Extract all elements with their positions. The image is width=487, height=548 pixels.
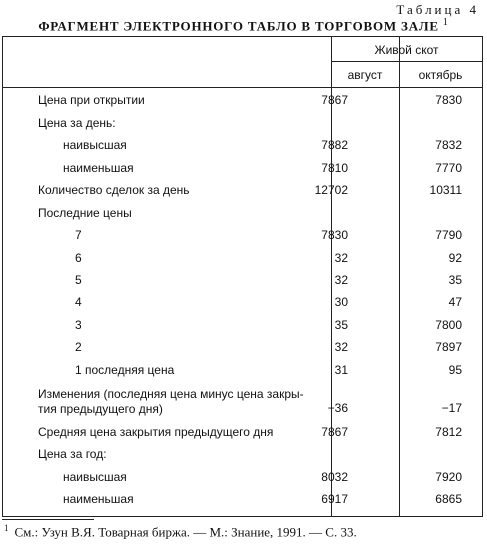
value-august: 7867: [321, 425, 348, 439]
value-october: 95: [448, 363, 462, 377]
row-label: Средняя цена закрытия предыдущего дня: [38, 425, 274, 439]
header-divider: [331, 61, 482, 62]
value-october: 7812: [435, 425, 462, 439]
column-header-august: август: [347, 68, 383, 82]
value-october: 7832: [435, 138, 462, 152]
value-october: 7920: [435, 470, 462, 484]
footnote: [4, 523, 357, 540]
row-label: 4: [75, 295, 82, 309]
value-august: 7810: [321, 161, 348, 175]
footnote-rule: [2, 519, 94, 520]
row-label: наивысшая: [63, 138, 127, 152]
value-october: 7770: [435, 161, 462, 175]
value-august: 7882: [321, 138, 348, 152]
value-october: 47: [448, 295, 462, 309]
value-october: 35: [448, 273, 462, 287]
row-label: 5: [75, 273, 82, 287]
column-divider: [399, 37, 400, 516]
title-footnote-mark: 1: [442, 17, 449, 28]
row-label: 6: [75, 251, 82, 265]
value-august: −36: [327, 401, 348, 415]
column-header-october: октябрь: [418, 68, 463, 82]
row-label: Цена при открытии: [38, 93, 145, 107]
row-label: Цена за день:: [38, 116, 116, 130]
value-october: 10311: [429, 183, 462, 197]
row-label: Изменения (последняя цена минус цена закры- тия предыдущего дня): [38, 387, 304, 416]
row-label: наименьшая: [63, 492, 134, 506]
value-august: 12702: [314, 183, 348, 197]
value-october: 7790: [435, 228, 462, 242]
footnote-mark: 1: [4, 523, 9, 533]
price-board-table: [2, 36, 483, 517]
value-october: 92: [448, 251, 462, 265]
table-title-text: ФРАГМЕНТ ЭЛЕКТРОННОГО ТАБЛО В ТОРГОВОМ ЗАЛЕ: [38, 18, 439, 34]
value-august: 32: [334, 273, 348, 287]
value-august: 7867: [321, 93, 348, 107]
value-october: 7897: [435, 340, 462, 354]
value-october: −17: [441, 401, 462, 415]
row-label: 2: [75, 340, 82, 354]
value-august: 8032: [321, 470, 348, 484]
value-august: 32: [334, 340, 348, 354]
row-label: 1 последняя цена: [75, 363, 175, 377]
row-label: наивысшая: [63, 470, 127, 484]
header-divider: [3, 87, 482, 88]
table-title: [0, 17, 487, 34]
column-divider: [331, 37, 332, 516]
row-label: 7: [75, 228, 82, 242]
value-august: 6917: [321, 492, 348, 506]
value-august: 30: [334, 295, 348, 309]
column-group-header: Живой скот: [374, 43, 439, 57]
value-august: 7830: [321, 228, 348, 242]
value-october: 6865: [435, 492, 462, 506]
value-august: 32: [334, 251, 348, 265]
footnote-text: См.: Узун В.Я. Товарная биржа. — М.: Знание, 1991. — С. 33.: [14, 524, 357, 540]
value-august: 31: [334, 363, 348, 377]
row-label: Последние цены: [38, 206, 132, 220]
row-label: Количество сделок за день: [38, 183, 190, 197]
row-label: 3: [75, 318, 82, 332]
value-august: 35: [334, 318, 348, 332]
row-label: наименьшая: [63, 161, 134, 175]
value-october: 7830: [435, 93, 462, 107]
row-label: Цена за год:: [38, 447, 107, 461]
value-october: 7800: [435, 318, 462, 332]
table-number: Таблица 4: [396, 2, 479, 17]
